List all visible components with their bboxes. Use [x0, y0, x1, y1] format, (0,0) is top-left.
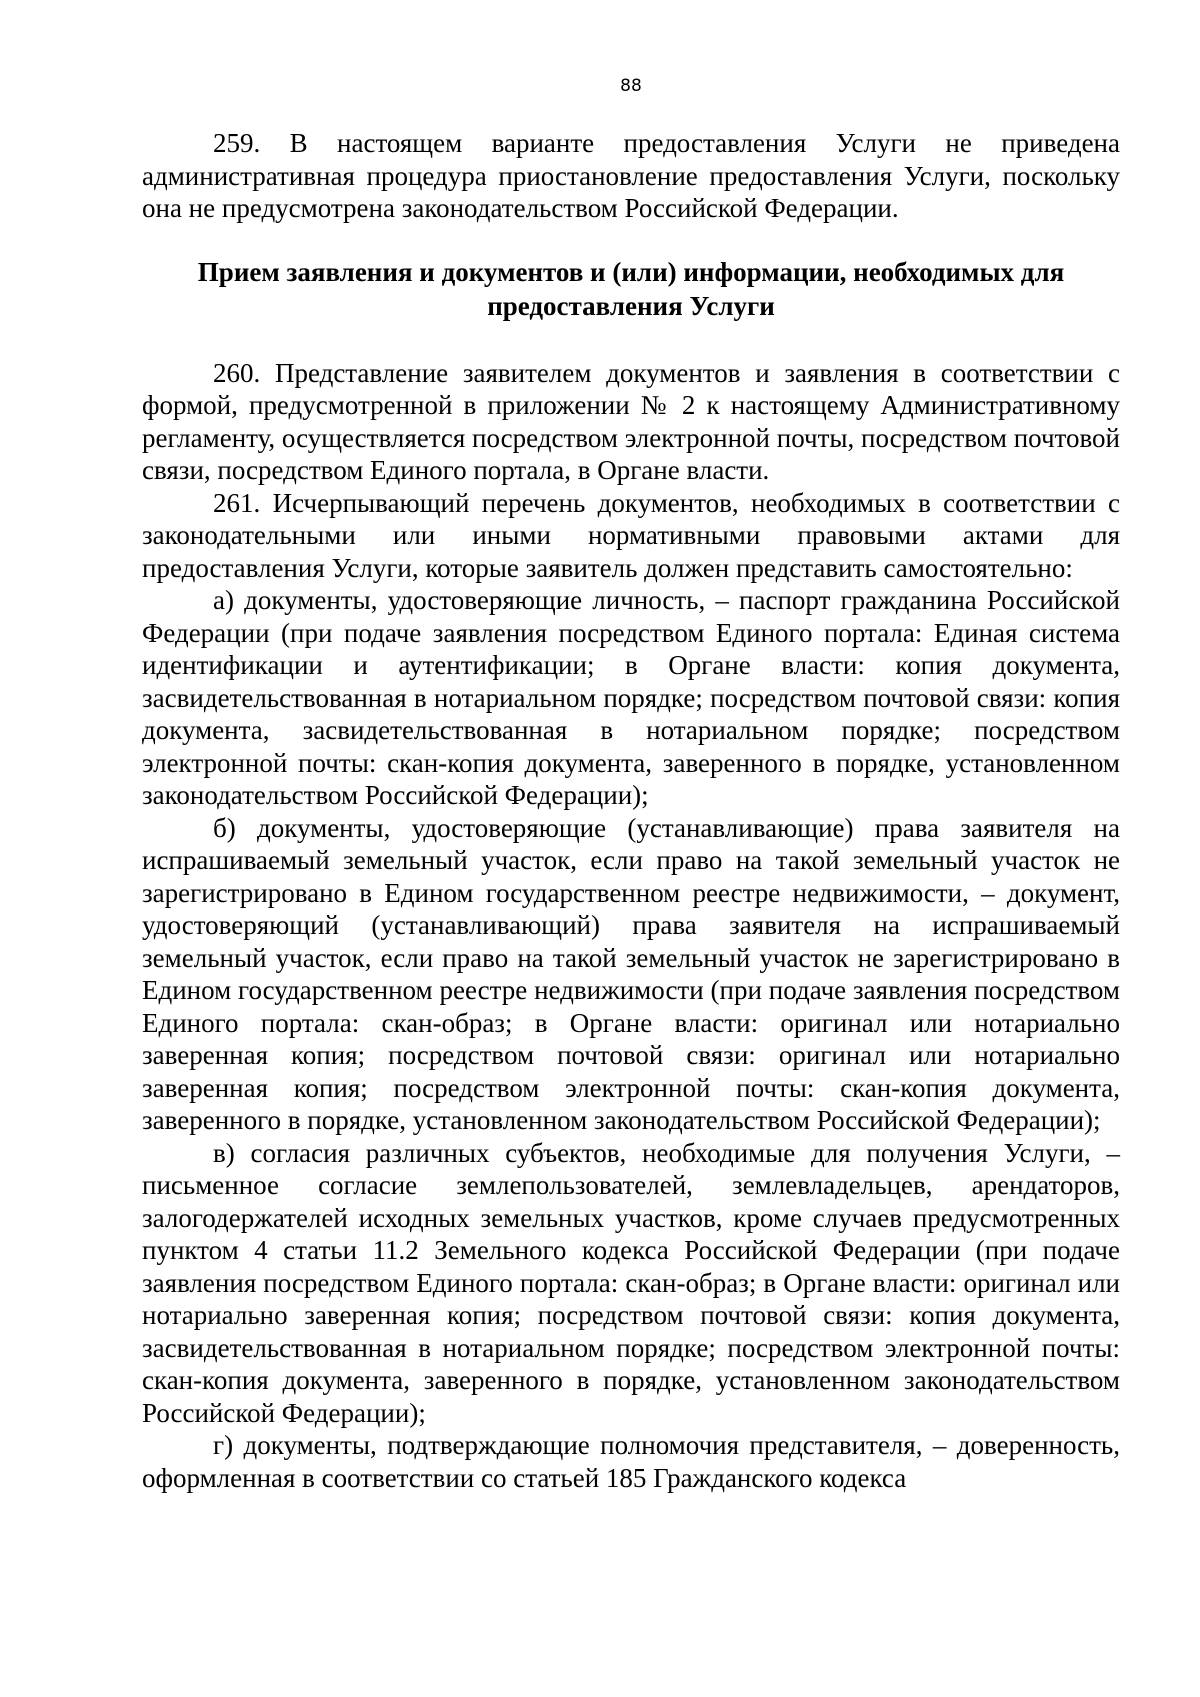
- list-item-a: а) документы, удостоверяющие личность, – паспорт гражданина Российской Федерации (при подаче заявления посредством Единого портала: Единая система идентификации и аутентификации; в Органе власти: копия документа, засвидетельствованная в нотариальном порядке; посредством почтовой связи: копия документа, засвидетельствованная в нотариальном порядке; посредством электронной почты: скан-копия документа, заверенного в порядке, установленном законодательством Российской Федерации);: [142, 585, 1120, 810]
- document-body: [142, 127, 1120, 1494]
- section-heading-line-2: предоставления Услуги: [487, 290, 775, 321]
- paragraph-261: 261. Исчерпывающий перечень документов, необходимых в соответствии с законодательными или иными нормативными правовыми актами для предоставления Услуги, которые заявитель должен представить самостоятельно:: [142, 487, 1120, 583]
- paragraph-259: 259. В настоящем варианте предоставления Услуги не приведена административная процедура приостановление предоставления Услуги, поскольку она не предусмотрена законодательством Российской Федерации.: [142, 128, 1120, 223]
- section-heading-line-1: Прием заявления и документов и (или) информации, необходимых для: [197, 256, 1065, 287]
- list-item-g: г) документы, подтверждающие полномочия представителя, – доверенность, оформленная в соответствии со статьей 185 Гражданского кодекса: [142, 1430, 1120, 1493]
- paragraph-260: 260. Представление заявителем документов и заявления в соответствии с формой, предусмотренной в приложении № 2 к настоящему Административному регламенту, осуществляется посредством электронной почты, посредством почтовой связи, посредством Единого портала, в Органе власти.: [142, 357, 1120, 485]
- section-heading: [142, 255, 1120, 323]
- list-item-v: в) согласия различных субъектов, необходимые для получения Услуги, – письменное согласие землепользователей, землевладельцев, арендаторов, залогодержателей исходных земельных участков, кроме случаев предусмотренных пунктом 4 статьи 11.2 Земельного кодекса Российской Федерации (при подаче заявления посредством Единого портала: скан-образ; в Органе власти: оригинал или нотариально заверенная копия; посредством почтовой связи: копия документа, засвидетельствованная в нотариальном порядке; посредством электронной почты: скан-копия документа, заверенного в порядке, установленном законодательством Российской Федерации);: [142, 1137, 1120, 1428]
- page-number: 88: [620, 76, 642, 96]
- list-item-b: б) документы, удостоверяющие (устанавливающие) права заявителя на испрашиваемый земельный участок, если право на такой земельный участок не зарегистрировано в Едином государственном реестре недвижимости, – документ, удостоверяющий (устанавливающий) права заявителя на испрашиваемый земельный участок, если право на такой земельный участок не зарегистрировано в Едином государственном реестре недвижимости (при подаче заявления посредством Единого портала: скан-образ; в Органе власти: оригинал или нотариально заверенная копия; посредством почтовой связи: оригинал или нотариально заверенная копия; посредством электронной почты: скан-копия документа, заверенного в порядке, установленном законодательством Российской Федерации);: [142, 812, 1120, 1135]
